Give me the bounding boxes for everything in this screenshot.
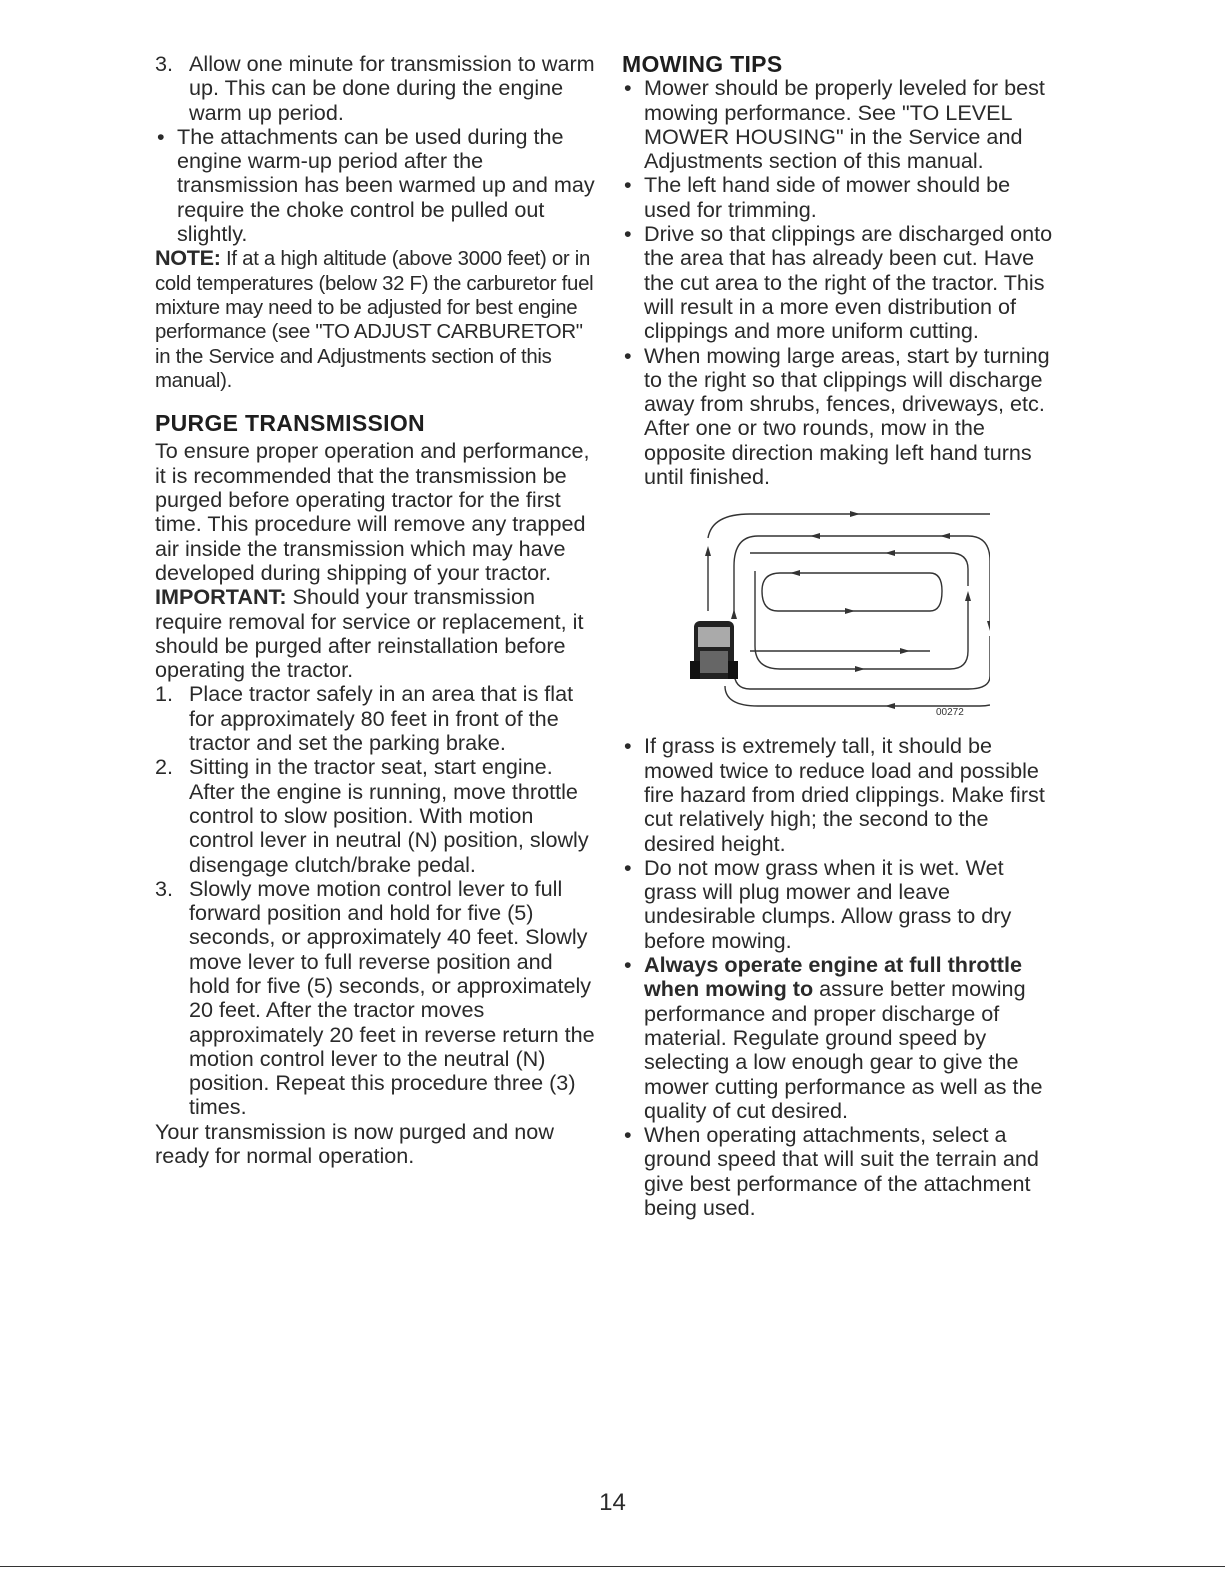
bullet-text: When mowing large areas, start by turning to the right so that clippings will discharge away from shrubs, fences, driveways, etc. After one or two rounds, mow in the opposite direction making left hand turns until finished. (644, 342, 1050, 490)
important-text: Should your transmission require removal for service or replacement, it should be purged after reinstallation before operating the tractor. (155, 584, 584, 683)
outer-path-bottom (725, 571, 990, 706)
ring-2-bottom (734, 636, 990, 689)
bullet-icon: • (157, 123, 165, 149)
bullet-text: Mower should be properly leveled for best mowing performance. See "TO LEVEL MOWER HOUSING" in the Service and Adjustments section of this manual. (644, 75, 1045, 174)
bullet-icon: • (624, 952, 632, 978)
purge-heading: PURGE TRANSMISSION (155, 410, 425, 437)
purge-step-1 (155, 682, 595, 755)
tractor-icon (690, 621, 738, 679)
mowing-bullet-attachments (622, 1123, 1062, 1220)
bullet-text: When operating attachments, select a ground speed that will suit the terrain and give best performance of the attachment being used. (644, 1122, 1039, 1220)
step-text: Slowly move motion control lever to full forward position and hold for five (5) seconds, or approximately 40 feet. Slowly move lever to full reverse position and hold for five (5) seconds, or approximately 20 feet. After the tractor moves approximately 20 feet in reverse return the motion control lever to the neutral (N) position. Repeat this procedure three (3) times. (189, 875, 595, 1120)
bullet-bold-text: Always operate engine at full throttle when mowing to (644, 952, 1022, 1002)
mowing-heading: MOWING TIPS (622, 51, 783, 77)
ring-3 (755, 571, 968, 669)
bullet-icon: • (624, 733, 632, 759)
step-number: 3. (155, 875, 174, 901)
bullet-text: The attachments can be used during the engine warm-up period after the transmission has been warmed up and may require the choke control be pulled out slightly. (177, 123, 595, 247)
page-number: 14 (599, 1489, 626, 1516)
step-text: Sitting in the tractor seat, start engine. After the engine is running, move throttle control to slow position. With motion control lever in neutral (N) position, slowly disengage clutch/brake pedal. (189, 754, 589, 877)
note-label: NOTE: (155, 245, 221, 271)
step-number: 2. (155, 754, 174, 780)
bullet-text: Do not mow grass when it is wet. Wet grass will plug mower and leave undesirable clumps. Allow grass to dry before mowing. (644, 854, 1012, 953)
bullet-text: Drive so that clippings are discharged onto the area that has already been cut. Have the cut area to the right of the tractor. This will result in a more even distribution of clippings and more uniform cutting. (644, 221, 1053, 344)
right-column (622, 52, 1062, 1220)
important-label: IMPORTANT: (155, 584, 287, 610)
step-text: Place tractor safely in an area that is flat for approximately 80 feet in front of the tractor and set the parking brake. (189, 681, 574, 756)
mowing-bullet-trimming (622, 173, 1062, 222)
mowing-bullet-large-areas (622, 344, 1062, 490)
mowing-bullet-discharge (622, 222, 1062, 343)
bottom-rule (0, 1566, 1225, 1567)
ring-4 (762, 573, 942, 611)
figure-code: 00272 (936, 707, 964, 717)
bullet-icon: • (624, 172, 632, 198)
purge-step-3 (155, 877, 595, 1120)
bullet-icon: • (624, 854, 632, 880)
step-number: 3. (155, 51, 174, 76)
bullet-text: If grass is extremely tall, it should be mowed twice to reduce load and possible fire hazard from dried clippings. Make first cut relatively high; the second to the desired height. (644, 733, 1045, 856)
bullet-icon: • (624, 221, 632, 247)
ring-2 (734, 536, 990, 621)
purge-intro: To ensure proper operation and performance, it is recommended that the transmission be purged before operating tractor for the first time. This procedure will remove any trapped air inside the transmission which may have developed during shipping of your tractor. (155, 438, 590, 585)
mowing-bullet-wet-grass (622, 856, 1062, 953)
closing-text: Your transmission is now purged and now ready for normal operation. (155, 1118, 554, 1169)
left-column (155, 52, 595, 1168)
mowing-bullet-tall-grass (622, 734, 1062, 855)
direction-arrows (705, 511, 990, 709)
important-paragraph (155, 585, 595, 682)
note-paragraph (155, 246, 595, 393)
step-3-warmup (155, 52, 595, 125)
ring-3-top (750, 553, 968, 586)
bullet-icon: • (624, 342, 632, 368)
bullet-icon: • (624, 75, 632, 101)
bullet-text: The left hand side of mower should be used for trimming. (644, 172, 1011, 222)
mowing-bullet-level (622, 76, 1062, 173)
step-number: 1. (155, 681, 174, 707)
bullet-icon: • (624, 1122, 632, 1148)
purge-step-2 (155, 755, 595, 876)
step-text: Allow one minute for transmission to warm up. This can be done during the engine warm up period. (189, 51, 595, 125)
bullet-text: assure better mowing performance and proper discharge of material. Regulate ground speed by selecting a low enough gear to give the mower cutting performance as well as the quality of cut desired. (644, 976, 1043, 1123)
bullet-attachments-warmup (155, 125, 595, 246)
mowing-pattern-diagram (650, 511, 990, 716)
note-text: If at a high altitude (above 3000 feet) or in cold temperatures (below 32 F) the carburetor fuel mixture may need to be adjusted for best engine performance (see "TO ADJUST CARBURETOR" in the Service and Adjustments section of this manual). (155, 248, 594, 392)
mowing-bullet-throttle (622, 953, 1062, 1123)
